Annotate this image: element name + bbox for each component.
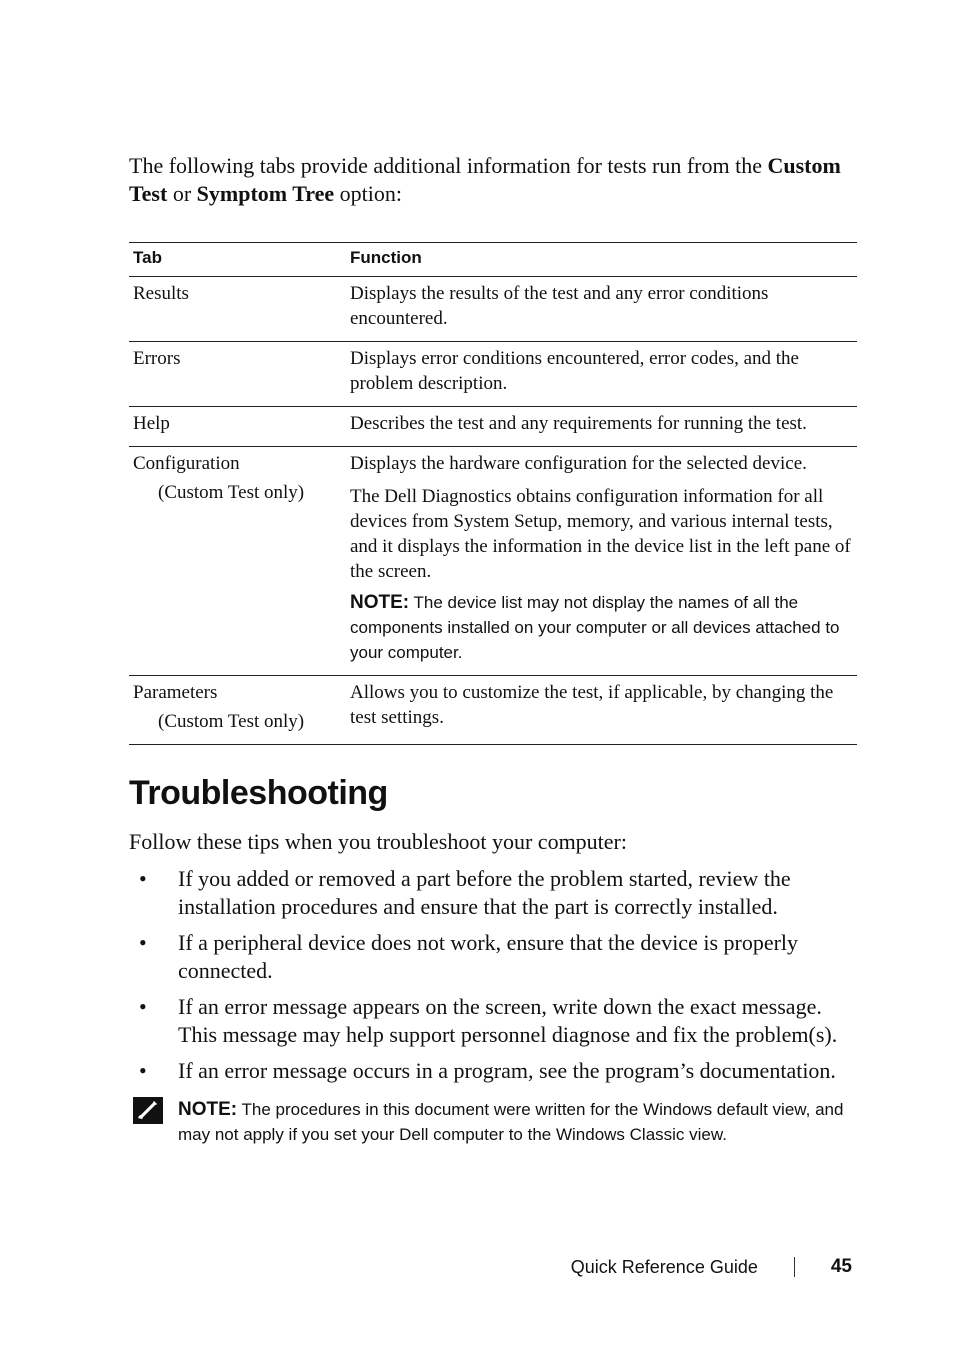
function-cell: Displays error conditions encountered, error codes, and the problem description. [346,342,857,407]
symptom-tree-term: Symptom Tree [196,181,335,206]
tab-cell: Help [129,407,346,447]
list-item [129,993,857,1049]
bullet-icon: • [139,866,147,891]
tabs-table [129,242,857,745]
list-item [129,865,857,921]
pencil-note-icon [133,1097,163,1124]
list-item [129,929,857,985]
page-note-text [178,1097,869,1147]
custom-test-term: Custom Test [129,153,841,206]
footer-divider [794,1257,795,1277]
function-cell [346,447,857,676]
table-row [129,447,857,676]
list-item [129,1057,857,1085]
tab-cell: Results [129,277,346,342]
tip-text: If an error message appears on the screen, write down the exact message. This message may help support personnel diagnose and fix the problem(s). [178,994,838,1047]
tab-label: Parameters [133,682,218,703]
note-text: The device list may not display the names of all the components installed on your computer or all devices attached to your computer. [350,593,840,662]
tab-cell [129,447,346,676]
table-note [350,590,853,665]
footer-guide-title: Quick Reference Guide [570,1256,758,1277]
table-row [129,676,857,745]
tab-cell [129,676,346,745]
table-row [129,342,857,407]
note-label: NOTE: [178,1099,238,1120]
tab-cell: Errors [129,342,346,407]
tip-text: If an error message occurs in a program, see the program’s documentation. [178,1058,836,1083]
page-number: 45 [830,1256,852,1277]
tip-text: If you added or removed a part before the problem started, review the installation procedures and ensure that the part is correctly installed. [178,866,791,919]
bullet-icon: • [139,930,147,955]
page-footer [571,1256,852,1278]
table-row [129,277,857,342]
table-row [129,407,857,447]
header-function: Function [346,243,857,277]
page-note [129,1097,869,1147]
tip-text: If a peripheral device does not work, ensure that the device is properly connected. [178,930,799,983]
intro-paragraph [129,152,857,208]
table-header-row [129,243,857,277]
bullet-icon: • [139,994,147,1019]
note-label: NOTE: [350,592,410,613]
section-lead: Follow these tips when you troubleshoot your computer: [129,829,627,854]
tips-list [129,865,857,1093]
function-cell: Displays the results of the test and any error conditions encountered. [346,277,857,342]
note-text: The procedures in this document were written for the Windows default view, and may not apply if you set your Dell computer to the Windows Classic view. [178,1100,844,1144]
intro-end: option: [334,181,402,206]
intro-or: or [167,181,197,206]
bullet-icon: • [139,1058,147,1083]
tab-sublabel: (Custom Test only) [158,482,305,503]
function-cell: Allows you to customize the test, if applicable, by changing the test settings. [346,676,857,745]
intro-text: The following tabs provide additional information for tests run from the [129,153,768,178]
section-title: Troubleshooting [129,774,388,812]
tab-sublabel: (Custom Test only) [158,711,305,732]
function-text: Displays the hardware configuration for the selected device. [350,453,807,474]
header-tab: Tab [129,243,346,277]
function-cell: Describes the test and any requirements for running the test. [346,407,857,447]
function-text-2: The Dell Diagnostics obtains configuration information for all devices from System Setup, memory, and various internal tests, and it displays the information in the device list in the left pane of the screen. [350,486,851,582]
tab-label: Configuration [133,453,240,474]
